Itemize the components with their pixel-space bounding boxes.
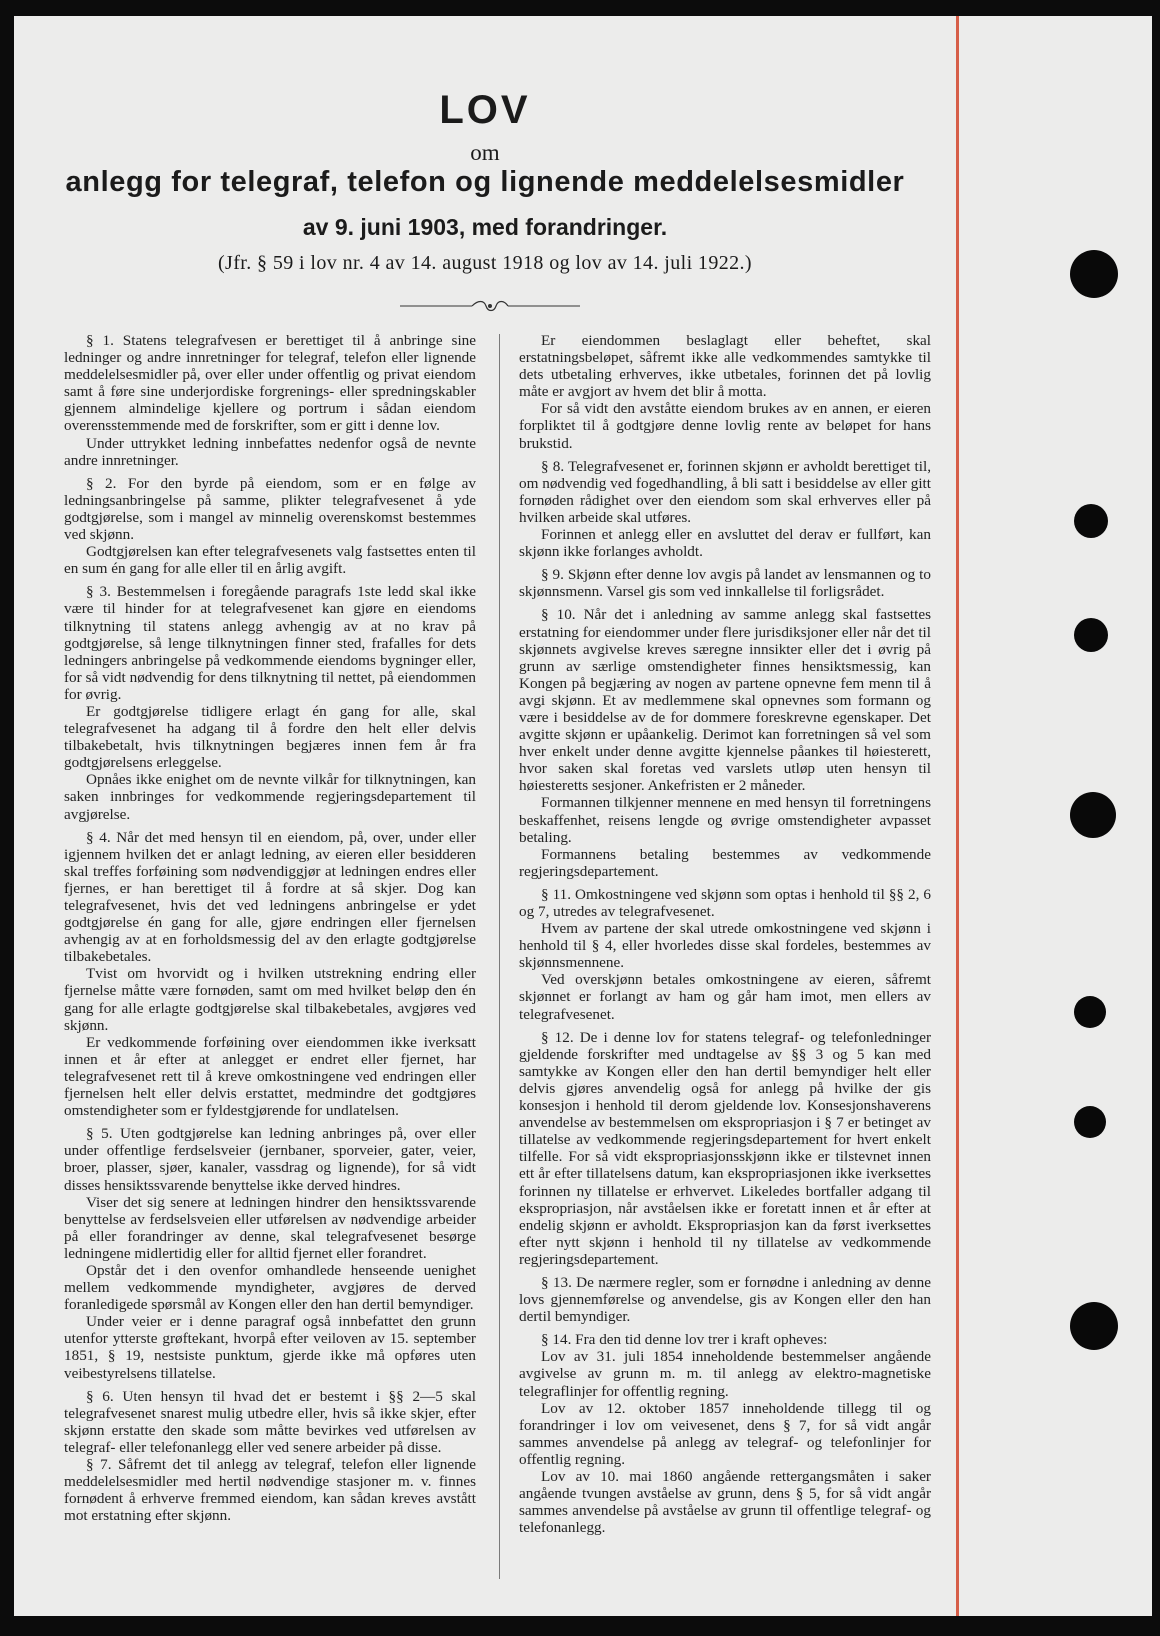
law-section-paragraph: § 14. Fra den tid denne lov trer i kraft opheves: <box>541 1331 828 1349</box>
column-divider <box>499 334 500 1579</box>
law-date: av 9. juni 1903, med forandringer. <box>302 214 668 240</box>
law-paragraph: Viser det sig senere at ledningen hindrer den hensiktssvarende benyttelse av ferdselsveien eller utførelsen av nødvendige arbeider på eller forandringer av denne, skal telegrafvesenet besørge ledningene midlertidig eller for alltid fjernet eller forandret. <box>64 1193 476 1262</box>
law-paragraph: Hvem av partene der skal utrede omkostningene ved skjønn i henhold til § 4, eller hvorledes disse skal fordeles, bestemmes av skjønnsmennene. <box>519 920 931 972</box>
law-section-paragraph: § 2. For den byrde på eiendom, som er en følge av ledningsanbringelse på samme, plikter telegrafvesenet å yde godtgjørelse, som i mangel av minnelig overenskomst bestemmes ved skjønn. <box>64 474 476 544</box>
law-section-paragraph: § 4. Når det med hensyn til en eiendom, på, over, under eller igjennem hvilken det er anlagt ledning, av eieren eller besidderen skal treffes forføining som nødvendiggjør at ledningen endres eller fjernes, er han berettiget til å fordre at så skjer. Dog kan telegrafvesenet, hvis det ved ledningens anbringelse er ydet godtgjørelse én gang for alle, gjøre endringen eller fjernelsen avhengig av at en forholdsmessig del av den erlagte godtgjørelse tilbakebetales. <box>64 828 476 966</box>
law-section-paragraph: § 11. Omkostningene ved skjønn som optas i henhold til §§ 2, 6 og 7, utredes av telegrafvesenet. <box>519 885 931 920</box>
law-paragraph: Under uttrykket ledning innbefattes nedenfor også de nevnte andre innretninger. <box>64 434 476 469</box>
law-paragraph: Godtgjørelsen kan efter telegrafvesenets valg fastsettes enten til en sum én gang for alle eller til en årlig avgift. <box>64 543 476 578</box>
law-paragraph: For så vidt den avståtte eiendom brukes av en annen, er eieren forpliktet til å godtgjøre denne lovlig rente av beløpet for hans brukstid. <box>519 400 931 452</box>
law-section-paragraph: § 8. Telegrafvesenet er, forinnen skjønn er avholdt berettiget til, om nødvendig ved fogedhandling, å bli satt i besiddelse av eller gitt fornøden rådighet over den eiendom som skal erhverves eller på hvilken arbeide skal utføres. <box>519 457 931 526</box>
binder-hole <box>1074 504 1108 538</box>
divider-ornament <box>400 298 580 314</box>
law-paragraph: Ved overskjønn betales omkostningene av eieren, såfremt skjønnet er forlangt av ham og går ham imot, men ellers av telegrafvesenet. <box>519 971 931 1023</box>
law-paragraph: Opnåes ikke enighet om de nevnte vilkår for tilknytningen, kan saken innbringes for vedkommende regjeringsdepartement til avgjørelse. <box>64 771 476 823</box>
law-paragraph: Tvist om hvorvidt og i hvilken utstrekning endring eller fjernelse måtte være fornøden, samt om med hvilket beløp den én gang for alle erlagte godtgjørelse skal tilbakebetales, avgjøres ved skjønn. <box>64 965 476 1034</box>
law-subject: anlegg for telegraf, telefon og lignende meddelelsesmidler <box>65 166 905 198</box>
binder-hole <box>1074 618 1108 652</box>
law-section-paragraph: § 5. Uten godtgjørelse kan ledning anbringes på, over eller under offentlige ferdselsveier (jernbaner, sporveier, gater, veier, broer, plasser, sjøer, kanaler, vassdrag og lignende), for så vidt disses hensiktssvarende benyttelse ikke derved hindres. <box>64 1125 476 1194</box>
binder-hole <box>1070 250 1118 298</box>
law-paragraph: Forinnen et anlegg eller en avsluttet del derav er fullført, kan skjønn ikke forlanges avholdt. <box>519 526 931 561</box>
law-section-paragraph: § 13. De nærmere regler, som er fornødne i anledning av denne lovs gjennemførelse og anvendelse, gis av Kongen eller den han dertil bemyndiger. <box>519 1273 931 1326</box>
law-paragraph: Formannens betaling bestemmes av vedkommende regjeringsdepartement. <box>519 845 931 880</box>
binder-hole <box>1070 792 1116 838</box>
title-connector: om <box>470 140 500 165</box>
law-paragraph: Lov av 10. mai 1860 angående rettergangsmåten i saker angående tvungen avståelse av grunn, dens § 5, for så vidt angår sammes anvendelse på avståelse av grunn til offentlige telegraf- og telefonanlegg. <box>519 1468 931 1537</box>
law-section-paragraph: § 9. Skjønn efter denne lov avgis på landet av lensmannen og to skjønnsmenn. Varsel gis som ved innkallelse til forligsrådet. <box>519 566 931 601</box>
document-page <box>14 16 1152 1616</box>
left-text-column <box>64 332 476 1524</box>
law-paragraph: Under veier er i denne paragraf også innbefattet den grunn utenfor ytterste grøftekant, hvorpå efter veiloven av 15. september 1851, § 19, nestsiste punktum, gjerde ikke må opføres uten veibestyrelsens tillatelse. <box>64 1313 476 1382</box>
binder-hole <box>1074 1106 1106 1138</box>
law-reference: (Jfr. § 59 i lov nr. 4 av 14. august 1918 og lov av 14. juli 1922.) <box>218 252 752 274</box>
binder-hole <box>1070 1302 1118 1350</box>
law-section-paragraph: § 3. Bestemmelsen i foregående paragrafs 1ste ledd skal ikke være til hinder for at telegrafvesenet kan gjøre en eiendoms tilknytning til statens anlegg avhengig av at no krav på godtgjørelse, så lenge tilknytningen finner sted, frafalles for dets ledningers anbringelse på vedkommende eiendoms bygninger eller, for så vidt nødvendig for dens tilknytning til nettet, på eiendommen for øvrig. <box>64 583 476 703</box>
law-paragraph: Lov av 12. oktober 1857 inneholdende tillegg til og forandringer i lov om veivesenet, dens § 7, for så vidt angår sammes anvendelse på anlegg av telegraf- og telefonlinjer for offentlig regning. <box>519 1399 931 1468</box>
law-paragraph: Lov av 31. juli 1854 inneholdende bestemmelser angående avgivelse av grunn m. m. til anlegg av elektro-magnetiske telegraflinjer for offentlig regning. <box>519 1348 931 1400</box>
law-paragraph: Er eiendommen beslaglagt eller beheftet, skal erstatningsbeløpet, såfremt ikke alle vedkommendes samtykke til dets utbetaling erhverves, ikke utbetales, forinnen det på lovlig måte er avgjort av hvem det blir å motta. <box>519 332 931 401</box>
right-text-column <box>519 332 931 1536</box>
law-paragraph: § 7. Såfremt det til anlegg av telegraf, telefon eller lignende meddelelsesmidler med hertil nødvendige stasjoner m. v. finnes fornødent å erhverve fremmed eiendom, kan sådan kreves avstått mot erstatning efter skjønn. <box>64 1456 476 1525</box>
law-paragraph: Er vedkommende forføining over eiendommen ikke iverksatt innen et år efter at anlegget er endret eller fjernet, har telegrafvesenet rett til å kreve omkostningene ved endringen eller fjernelsen helt eller delvis erstattet, medmindre det godtgjøres omstendigheter som er fyldestgjørende for undlatelsen. <box>64 1033 476 1120</box>
law-paragraph: Er godtgjørelse tidligere erlagt én gang for alle, skal telegrafvesenet ha adgang til å fordre den helt eller delvis tilbakebetalt, hvis tilknytningen begjæres innen fem år fra godtgjørelsens erleggelse. <box>64 702 476 772</box>
law-section-paragraph: § 10. Når det i anledning av samme anlegg skal fastsettes erstatning for eiendommer under flere jurisdiksjoner eller når det til skjønnets avgivelse kreves særegne innsikter eller det i øvrig på grunn av særlige omstendigheter finnes hensiktsmessig, kan Kongen på begjæring av nogen av partene opnevne fem menn til å avgi skjønn. Et av medlemmene skal opnevnes som formann og være i besiddelse av de for dommere foreskrevne egenskaper. Det avgitte skjønn er upåankelig. Derimot kan forretningen så vel som hver enkelt under denne avgitte kjennelse påankes til høiesterett, hvor saken skal foretas ved varslets utløp uten hensyn til høiesteretts sesjoner. Ankefristen er 2 måneder. <box>519 606 931 795</box>
red-margin-line <box>956 16 959 1616</box>
law-section-paragraph: § 1. Statens telegrafvesen er berettiget til å anbringe sine ledninger og andre innretninger for telegraf, telefon eller lignende meddelelsesmidler på, over eller under offentlig og privat eiendom samt å føre sine underjordiske forgrenings- eller spredningskabler gjennem almindelige kjellere og portrum i sådan eiendom overensstemmende med de forskrifter, som er gitt i denne lov. <box>64 332 476 435</box>
law-section-paragraph: § 6. Uten hensyn til hvad det er bestemt i §§ 2—5 skal telegrafvesenet snarest mulig utbedre eller, hvis så ikke skjer, efter skjønn erstatte den skade som måtte bevirkes ved utførelsen av telegraf- eller telefonanlegg eller ved senere arbeider på disse. <box>64 1387 476 1456</box>
binder-hole <box>1074 996 1106 1028</box>
law-paragraph: Formannen tilkjenner mennene en med hensyn til forretningens beskaffenhet, reisens lengde og øvrige omstendigheter avpasset betaling. <box>519 794 931 846</box>
law-paragraph: Opstår det i den ovenfor omhandlede henseende uenighet mellem vedkommende myndigheter, avgjøres de derved foranledigede spørsmål av Kongen eller den han dertil bemyndiger. <box>64 1261 476 1314</box>
law-section-paragraph: § 12. De i denne lov for statens telegraf- og telefonledninger gjeldende forskrifter med undtagelse av §§ 3 og 5 kan med samtykke av Kongen eller den han dertil bemyndiger helt eller delvis gjøres anvendelig også for anlegg på hvilke der gis konsesjon i henhold til derom gjeldende lov. Konsesjonshaverens anvendelse av bestemmelsen om ekspropriasjon i § 7 er betinget av tillatelse av vedkommende regjeringsdepartement for hvert enkelt tilfelle. For så vidt ekspropriasjonsskjønn ikke er tilstevnet innen ett år efter tillatelsens datum, kan ekspropriasjonen ikke iverksettes forinnen ny tillatelse er erhvervet. Likeledes bortfaller adgang til ekspropriasjon, når avståelsen ikke er foretatt innen et år efter at endelig skjønn er avholdt. Ekspropriasjon kan da først iverksettes efter nytt skjønn i henhold til ny tillatelse av vedkommende regjeringsdepartement. <box>519 1028 931 1268</box>
page-title: LOV <box>439 88 531 132</box>
